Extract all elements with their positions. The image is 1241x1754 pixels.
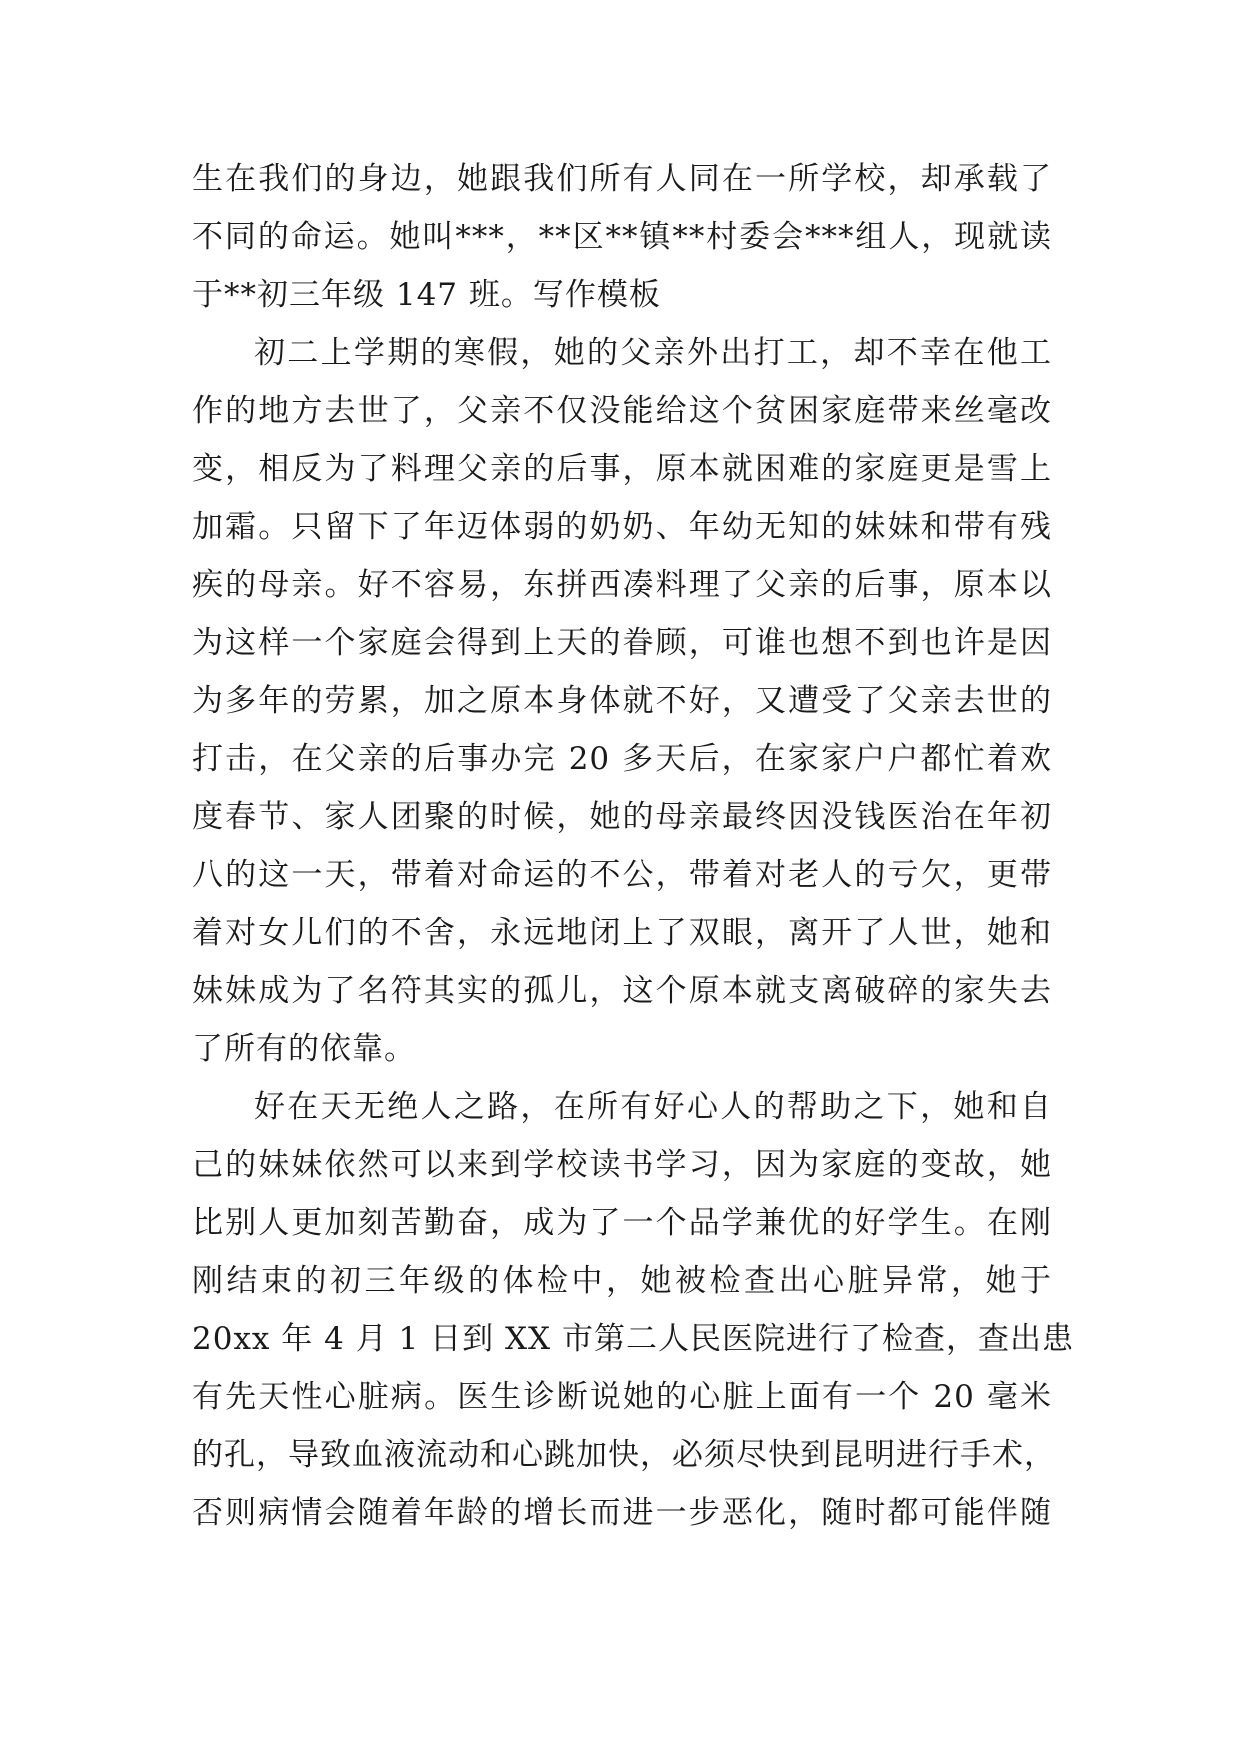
text-line: 度春节、家人团聚的时候，她的母亲最终因没钱医治在年初 bbox=[192, 799, 1052, 835]
text-line: 为这样一个家庭会得到上天的眷顾，可谁也想不到也许是因 bbox=[192, 625, 1052, 661]
text-line: 于**初三年级 147 班。写作模板 bbox=[192, 277, 661, 313]
text-line: 疾的母亲。好不容易，东拼西凑料理了父亲的后事，原本以 bbox=[192, 567, 1052, 603]
text-line: 妹妹成为了名符其实的孤儿，这个原本就支离破碎的家失去 bbox=[192, 973, 1052, 1009]
text-line: 生在我们的身边，她跟我们所有人同在一所学校，却承载了 bbox=[192, 161, 1052, 197]
text-line: 加霜。只留下了年迈体弱的奶奶、年幼无知的妹妹和带有残 bbox=[192, 509, 1052, 545]
text-line: 了所有的依靠。 bbox=[192, 1031, 416, 1067]
text-line: 否则病情会随着年龄的增长而进一步恶化，随时都可能伴随 bbox=[192, 1495, 1052, 1531]
text-line: 好在天无绝人之路，在所有好心人的帮助之下，她和自 bbox=[254, 1089, 1052, 1125]
text-line: 不同的命运。她叫***，**区**镇**村委会***组人，现就读 bbox=[192, 219, 1052, 255]
text-line: 己的妹妹依然可以来到学校读书学习，因为家庭的变故，她 bbox=[192, 1147, 1052, 1183]
document-body bbox=[192, 150, 1074, 1542]
text-line: 变，相反为了料理父亲的后事，原本就困难的家庭更是雪上 bbox=[192, 451, 1052, 487]
text-line: 作的地方去世了，父亲不仅没能给这个贫困家庭带来丝毫改 bbox=[192, 393, 1052, 429]
text-line: 刚结束的初三年级的体检中，她被检查出心脏异常，她于 bbox=[192, 1263, 1052, 1299]
text-line: 为多年的劳累，加之原本身体就不好，又遭受了父亲去世的 bbox=[192, 683, 1052, 719]
text-line: 着对女儿们的不舍，永远地闭上了双眼，离开了人世，她和 bbox=[192, 915, 1052, 951]
text-line: 20xx 年 4 月 1 日到 XX 市第二人民医院进行了检查，查出患 bbox=[192, 1321, 1074, 1357]
text-line: 比别人更加刻苦勤奋，成为了一个品学兼优的好学生。在刚 bbox=[192, 1205, 1052, 1241]
text-line: 的孔，导致血液流动和心跳加快，必须尽快到昆明进行手术， bbox=[192, 1437, 1056, 1473]
text-line: 有先天性心脏病。医生诊断说她的心脏上面有一个 20 毫米 bbox=[192, 1379, 1052, 1415]
text-line: 初二上学期的寒假，她的父亲外出打工，却不幸在他工 bbox=[254, 335, 1052, 371]
text-line: 打击，在父亲的后事办完 20 多天后，在家家户户都忙着欢 bbox=[192, 741, 1052, 777]
text-line: 八的这一天，带着对命运的不公，带着对老人的亏欠，更带 bbox=[192, 857, 1052, 893]
